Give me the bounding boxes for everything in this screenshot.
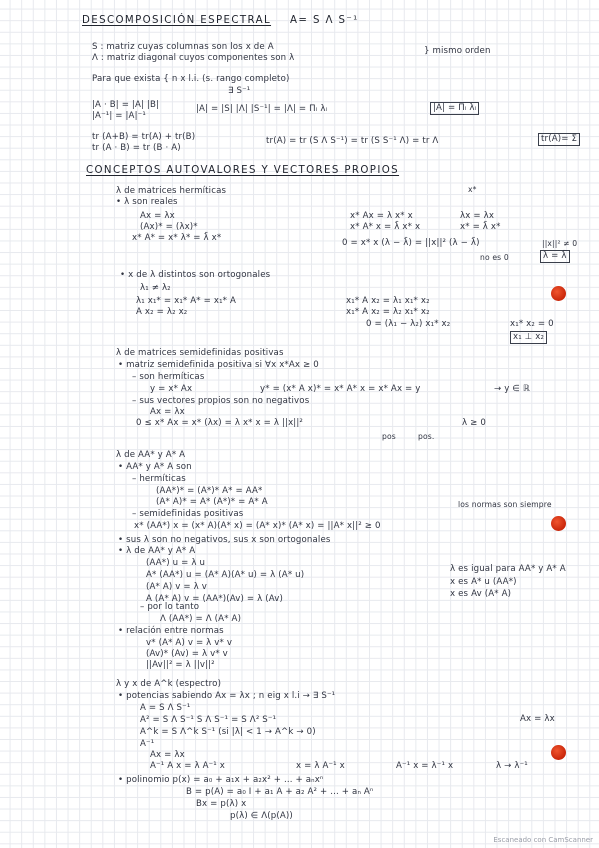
note-line: tr (A+B) = tr(A) + tr(B) (92, 132, 196, 142)
note-line: tr(A) = tr (S Λ S⁻¹) = tr (S S⁻¹ Λ) = tr Λ (266, 136, 439, 146)
boxed-result: tr(A)= Σ (538, 133, 580, 146)
note-line: λ ≥ 0 (462, 418, 486, 428)
note-line: ||Av||² = λ ||v||² (146, 660, 215, 670)
note-line: Ax = λx (150, 407, 185, 417)
note-line: • AA* y A* A son (118, 462, 192, 472)
note-line: B = p(A) = a₀ I + a₁ A + a₂ A² + ... + aₙ Aⁿ (186, 787, 374, 797)
note-line: A⁻¹ (140, 739, 155, 749)
note-line: A² = S Λ S⁻¹ S Λ S⁻¹ = S Λ² S⁻¹ (140, 715, 277, 725)
note-line: Ax = λx (150, 750, 185, 760)
note-line: (A* A)* = A* (A*)* = A* A (156, 497, 268, 507)
note-line: 0 = x* x (λ − λ̄) = ||x||² (λ − λ̄) (342, 238, 480, 248)
note-line: Ax = λx (140, 211, 175, 221)
note-line: pos. (418, 432, 435, 441)
note-line: A x₂ = λ₂ x₂ (136, 307, 188, 317)
note-line: λ → λ⁻¹ (496, 761, 528, 771)
note-line: Bx = p(λ) x (196, 799, 247, 809)
note-line: • λ son reales (116, 197, 178, 207)
note-line: λ y x de A^k (espectro) (116, 679, 222, 689)
note-line: → y ∈ ℝ (494, 384, 530, 394)
note-line: • potencias sabiendo Ax = λx ; n eig x l.i → ∃ S⁻¹ (118, 691, 336, 701)
note-line: x es A* u (AA*) (450, 577, 517, 587)
note-line: – por lo tanto (140, 602, 200, 612)
margin-bullet (551, 286, 566, 301)
note-line: ∃ S⁻¹ (228, 86, 251, 96)
note-line: ||x||² ≠ 0 (542, 239, 578, 248)
note-line: • λ de AA* y A* A (118, 546, 196, 556)
note-line: x = λ A⁻¹ x (296, 761, 345, 771)
note-line: tr (A · B) = tr (B · A) (92, 143, 181, 153)
section-title-descomposicion: DESCOMPOSICIÓN ESPECTRAL (82, 15, 272, 26)
note-line: λ₁ x₁* = x₁* A* = x₁* A (136, 296, 237, 306)
note-line: x* (AA*) x = (x* A)(A* x) = (A* x)* (A* x) = ||A* x||² ≥ 0 (134, 521, 381, 531)
note-line: x* A* = x* λ* = λ̄ x* (132, 233, 222, 243)
margin-bullet (551, 745, 566, 760)
note-line: x es Av (A* A) (450, 589, 512, 599)
note-line: Para que exista { n x l.i. (s. rango completo) (92, 74, 290, 84)
boxed-result: |A| = Πᵢ λᵢ (430, 102, 479, 115)
note-line: (AA*)* = (A*)* A* = AA* (156, 486, 263, 496)
note-line: • polinomio p(x) = a₀ + a₁x + a₂x² + ... + aₙxⁿ (118, 775, 324, 785)
note-line: λ de matrices hermíticas (116, 186, 227, 196)
note-line: v* (A* A) v = λ v* v (146, 638, 233, 648)
note-line: A = S Λ S⁻¹ (140, 703, 191, 713)
note-line: A* (AA*) u = (A* A)(A* u) = λ (A* u) (146, 570, 305, 580)
scanner-watermark: Escaneado con CamScanner (493, 836, 593, 844)
note-line: x* Ax = λ x* x (350, 211, 413, 221)
note-line: λ de AA* y A* A (116, 450, 186, 460)
note-line: • x de λ distintos son ortogonales (120, 270, 271, 280)
note-line: – son hermíticas (132, 372, 205, 382)
note-line: x₁* A x₂ = λ₁ x₁* x₂ (346, 296, 430, 306)
note-line: y* = (x* A x)* = x* A* x = x* Ax = y (260, 384, 421, 394)
note-line: S : matriz cuyas columnas son los x de A (92, 42, 274, 52)
note-line: λ es igual para AA* y A* A (450, 564, 566, 574)
note-line: y = x* Ax (150, 384, 193, 394)
note-line: A⁻¹ x = λ⁻¹ x (396, 761, 454, 771)
note-line: no es 0 (480, 253, 509, 262)
note-line: – hermíticas (132, 474, 186, 484)
note-line: • sus λ son no negativos, sus x son ortogonales (118, 535, 331, 545)
note-line: x₁* x₂ = 0 (510, 319, 554, 329)
note-line: λ₁ ≠ λ₂ (140, 283, 171, 293)
note-line: Λ (AA*) = Λ (A* A) (160, 614, 242, 624)
note-line: } mismo orden (424, 46, 491, 56)
note-line: (Av)* (Av) = λ v* v (146, 649, 228, 659)
note-line: – sus vectores propios son no negativos (132, 396, 310, 406)
note-line: p(λ) ∈ Λ(p(A)) (230, 811, 293, 821)
note-line: • relación entre normas (118, 626, 224, 636)
boxed-result: λ = λ̄ (540, 250, 570, 263)
note-line: Λ : matriz diagonal cuyos componentes son λ (92, 53, 295, 63)
section-title-conceptos: CONCEPTOS AUTOVALORES Y VECTORES PROPIOS (86, 165, 400, 176)
note-line: x* (468, 185, 477, 194)
note-line: |A| = |S| |Λ| |S⁻¹| = |Λ| = Πᵢ λᵢ (196, 104, 328, 114)
note-line: los normas son siempre (458, 500, 552, 509)
note-line: λx = λx (460, 211, 495, 221)
note-line: 0 ≤ x* Ax = x* (λx) = λ x* x = λ ||x||² (136, 418, 303, 428)
note-line: • matriz semidefinida positiva si ∀x x*Ax ≥ 0 (118, 360, 319, 370)
note-line: (AA*) u = λ u (146, 558, 206, 568)
note-line: A (A* A) v = (AA*)(Av) = λ (Av) (146, 594, 284, 604)
note-line: |A · B| = |A| |B| (92, 100, 160, 110)
note-line: – semidefinidas positivas (132, 509, 244, 519)
spectral-formula: A= S Λ S⁻¹ (290, 15, 359, 26)
note-line: (A* A) v = λ v (146, 582, 207, 592)
note-line: x* = λ̄ x* (460, 222, 501, 232)
note-line: λ de matrices semidefinidas positivas (116, 348, 284, 358)
margin-bullet (551, 516, 566, 531)
note-line: A⁻¹ A x = λ A⁻¹ x (150, 761, 225, 771)
note-line: x₁* A x₂ = λ₂ x₁* x₂ (346, 307, 430, 317)
note-line: pos (382, 432, 396, 441)
note-line: Ax = λx (520, 714, 555, 724)
boxed-result: x₁ ⊥ x₂ (510, 331, 547, 344)
note-line: 0 = (λ₁ − λ₂) x₁* x₂ (366, 319, 451, 329)
note-line: (Ax)* = (λx)* (140, 222, 198, 232)
note-line: A^k = S Λ^k S⁻¹ (si |λ| < 1 → A^k → 0) (140, 727, 316, 737)
note-line: |A⁻¹| = |A|⁻¹ (92, 111, 146, 121)
note-line: x* A* x = λ̄ x* x (350, 222, 421, 232)
